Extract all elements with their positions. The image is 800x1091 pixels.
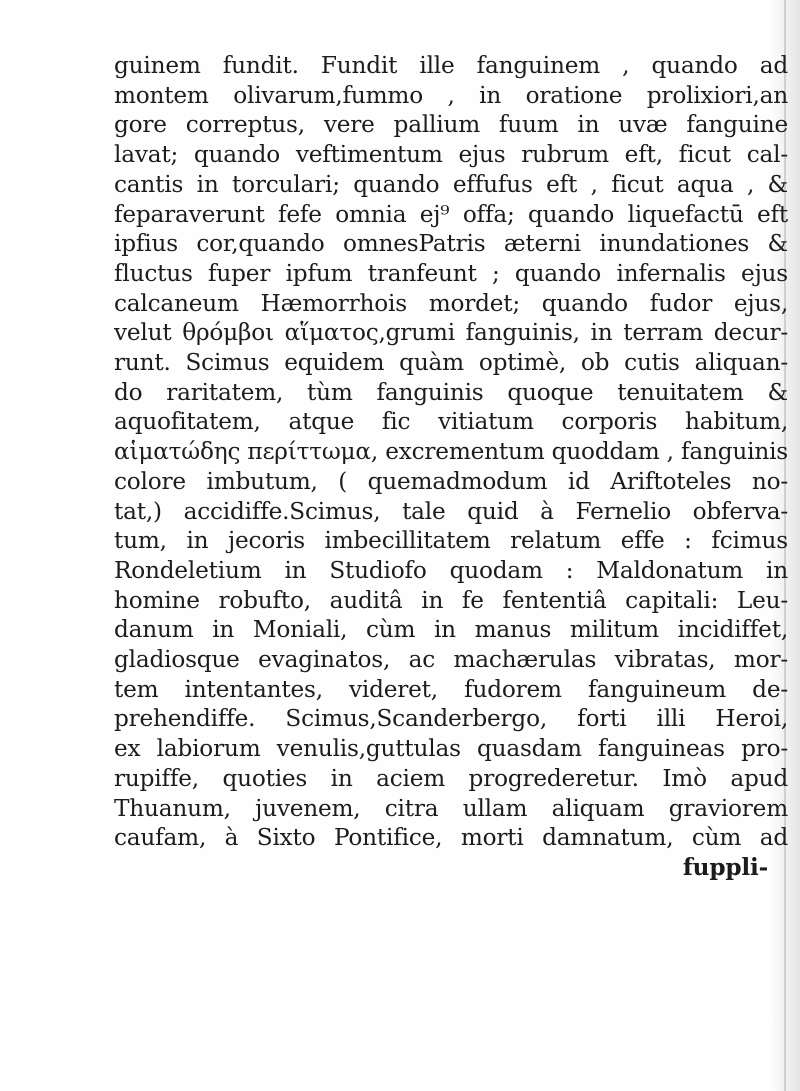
text-line: αἱματώδης περίττωμα, excrementum quoddam , fanguinis (114, 438, 788, 466)
text-line: tem intentantes, videret, fudorem fanguineum de- (114, 675, 788, 703)
text-line: colore imbutum, ( quemadmodum id Ariftoteles no- (114, 467, 788, 495)
text-line: rupiffe, quoties in aciem progrederetur. Imò apud (114, 764, 788, 792)
text-line: do raritatem, tùm fanguinis quoque tenuitatem & (114, 378, 788, 406)
text-line: calcaneum Hæmorrhois mordet; quando fudor ejus, (114, 289, 788, 317)
text-line: velut θρόμβοι αἵματος,grumi fanguinis, in terram decur- (114, 319, 788, 347)
text-line: aquofitatem, atque fic vitiatum corporis habitum, (114, 408, 788, 436)
text-line: cantis in torculari; quando effufus eft , ficut aqua , & (114, 170, 788, 198)
text-line: caufam, à Sixto Pontifice, morti damnatum, cùm ad (114, 824, 788, 852)
text-line: gladiosque evaginatos, ac machærulas vibratas, mor- (114, 646, 788, 674)
text-line: tat,) accidiffe.Scimus, tale quid à Fernelio obferva- (114, 497, 788, 525)
text-line: ipfius cor,quando omnesPatris æterni inundationes & (114, 230, 788, 258)
text-line: Rondeletium in Studiofo quodam : Maldonatum in (114, 556, 788, 584)
text-line: feparaverunt fefe omnia ej⁹ offa; quando liquefactū eft (114, 200, 788, 228)
text-line: ex labiorum venulis,guttulas quasdam fanguineas pro- (114, 735, 788, 763)
text-line: prehendiffe. Scimus,Scanderbergo, forti illi Heroi, (114, 705, 788, 733)
text-line: fluctus fuper ipfum tranfeunt ; quando infernalis ejus (114, 259, 788, 287)
text-line: danum in Moniali, cùm in manus militum incidiffet, (114, 616, 788, 644)
page-text-body (114, 51, 788, 883)
text-line: Thuanum, juvenem, citra ullam aliquam graviorem (114, 794, 788, 822)
catchword: fuppli- (682, 853, 768, 881)
text-line: tum, in jecoris imbecillitatem relatum effe : fcimus (114, 527, 788, 555)
text-line: runt. Scimus equidem quàm optimè, ob cutis aliquan- (114, 349, 788, 377)
text-line: lavat; quando veftimentum ejus rubrum eft, ficut cal- (114, 141, 788, 169)
text-line: guinem fundit. Fundit ille fanguinem , quando ad (114, 52, 788, 79)
text-line: homine robufto, auditâ in fe fententiâ capitali: Leu- (114, 586, 788, 614)
text-line: montem olivarum,fummo , in oratione prolixiori,an (114, 81, 788, 109)
text-line: gore correptus, vere pallium fuum in uvæ fanguine (114, 111, 788, 139)
